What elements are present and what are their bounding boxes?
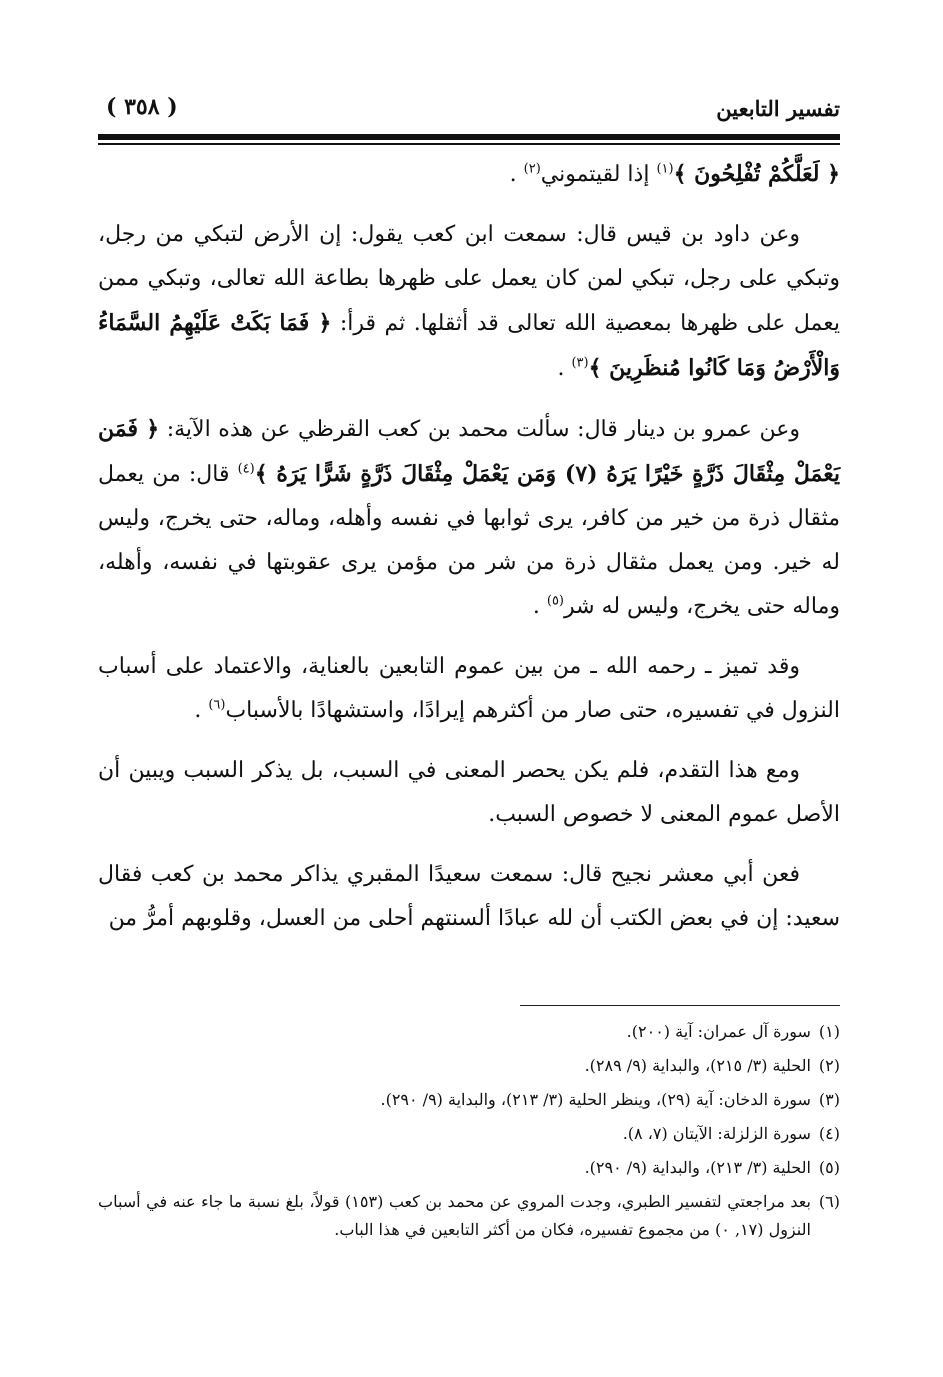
footnote-text: سورة الدخان: آية (٢٩)، وينظر الحلية (٣/ ٢١٣)، والبداية (٩/ ٢٩٠). xyxy=(380,1090,811,1109)
paragraph-4 xyxy=(98,645,840,733)
footnote-2 xyxy=(98,1052,840,1080)
footnote-number: (٤) xyxy=(818,1124,840,1143)
header-rule-thin xyxy=(98,143,840,145)
footnote-text: الحلية (٣/ ٢١٥)، والبداية (٩/ ٢٨٩). xyxy=(584,1056,811,1075)
quran-verse: ﴿ لَعَلَّكُمْ تُفْلِحُونَ ﴾ xyxy=(673,161,840,187)
footnote-3 xyxy=(98,1086,840,1114)
footnotes xyxy=(98,1018,840,1250)
paragraph-2 xyxy=(98,213,840,391)
footnote-number: (٦) xyxy=(818,1192,840,1211)
paragraph-text: وعن عمرو بن دينار قال: سألت محمد بن كعب القرظي عن هذه الآية: xyxy=(159,417,800,442)
paragraph-tail-2: . xyxy=(532,594,547,619)
footnote-ref: (١) xyxy=(656,161,674,177)
paragraph-text: فعن أبي معشر نجيح قال: سمعت سعيدًا المقبري يذاكر محمد بن كعب فقال سعيد: إن في بعض الكتب أن لله عبادًا ألسنتهم أحلى من العسل، وقلوبهم أمرُّ من xyxy=(98,862,840,931)
paragraph-tail: . xyxy=(557,356,572,381)
footnote-text: الحلية (٣/ ٢١٣)، والبداية (٩/ ٢٩٠). xyxy=(584,1158,811,1177)
main-text xyxy=(98,152,840,957)
footnote-4 xyxy=(98,1120,840,1148)
footnote-number: (٢) xyxy=(818,1056,840,1075)
paragraph-3 xyxy=(98,407,840,629)
running-title: تفسير التابعين xyxy=(716,96,840,121)
footnote-6 xyxy=(98,1188,840,1244)
footnote-ref: (٣) xyxy=(571,355,589,371)
footnote-number: (٣) xyxy=(818,1090,840,1109)
footnote-ref: (٥) xyxy=(546,593,564,609)
footnote-text: سورة آل عمران: آية (٢٠٠). xyxy=(626,1022,811,1041)
paragraph-6 xyxy=(98,853,840,941)
paragraph-tail: . xyxy=(194,698,209,723)
paragraph-1 xyxy=(98,152,840,197)
quran-verse: ﴿ فَمَا بَكَتْ عَلَيْهِمُ السَّمَاءُ وَالْأَرْضُ وَمَا كَانُوا مُنظَرِينَ ﴾ xyxy=(98,310,840,381)
paragraph-text: وقد تميز ـ رحمه الله ـ من بين عموم التابعين بالعناية، والاعتماد على أسباب النزول في تفسيره، حتى صار من أكثرهم إيرادًا، واستشهادًا بالأسباب xyxy=(98,654,840,723)
paragraph-text: وعن داود بن قيس قال: سمعت ابن كعب يقول: إن الأرض لتبكي من رجل، وتبكي على رجل، تبكي لمن كان يعمل على ظهرها بطاعة الله تعالى، وتبكي ممن يعمل على ظهرها بمعصية الله تعالى قد أثقلها. ثم قرأ: xyxy=(98,222,840,336)
footnote-text: سورة الزلزلة: الآيتان (٧، ٨). xyxy=(622,1124,811,1143)
footnote-ref: (٢) xyxy=(523,161,541,177)
paragraph-text: إذا لقيتموني xyxy=(540,162,657,187)
header-rule-thick xyxy=(98,134,840,140)
paragraph-5 xyxy=(98,749,840,837)
quran-verse: ﴿ فَمَن يَعْمَلْ مِثْقَالَ ذَرَّةٍ خَيْرًا يَرَهُ (٧) وَمَن يَعْمَلْ مِثْقَالَ ذَرَّةٍ شَرًّا يَرَهُ ﴾ xyxy=(98,416,840,487)
paragraph-tail: . xyxy=(509,162,524,187)
page-header xyxy=(98,92,840,128)
footnote-ref: (٤) xyxy=(237,461,255,477)
footnote-5 xyxy=(98,1154,840,1182)
paragraph-tail: قال: من يعمل مثقال ذرة من خير من كافر، يرى ثوابها في نفسه وأهله، وماله، حتى يخرج، وليس له خير. ومن يعمل مثقال ذرة من شر من مؤمن يرى عقوبتها في نفسه، وأهله، وماله حتى يخرج، وليس له شر xyxy=(98,462,840,619)
footnote-number: (٥) xyxy=(818,1158,840,1177)
page-number: ( ٣٥٨ ) xyxy=(106,94,178,120)
footnote-number: (١) xyxy=(818,1022,840,1041)
footnote-separator xyxy=(520,1005,840,1006)
footnote-text: بعد مراجعتي لتفسير الطبري، وجدت المروي عن محمد بن كعب (١٥٣) قولاً، بلغ نسبة ما جاء عنه في أسباب النزول (١٧, ٠) من مجموع تفسيره، فكان من أكثر التابعين في هذا الباب. xyxy=(98,1192,811,1239)
footnote-1 xyxy=(98,1018,840,1046)
paragraph-text: ومع هذا التقدم، فلم يكن يحصر المعنى في السبب، بل يذكر السبب ويبين أن الأصل عموم المعنى لا خصوص السبب. xyxy=(98,758,840,827)
footnote-ref: (٦) xyxy=(208,697,226,713)
